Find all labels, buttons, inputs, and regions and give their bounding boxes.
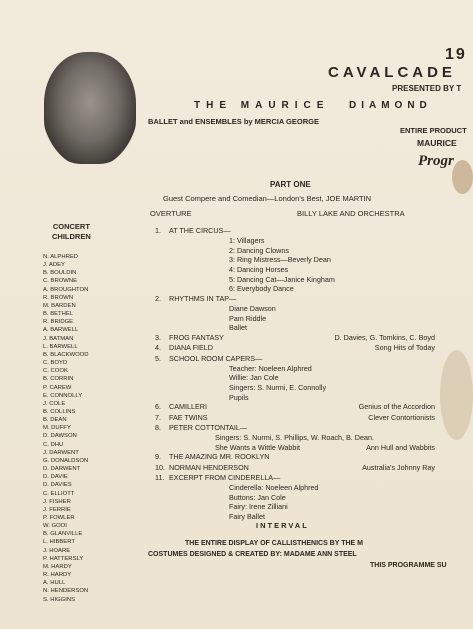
child-name: J. HOARE bbox=[43, 547, 71, 554]
item-title: SCHOOL ROOM CAPERS— bbox=[169, 353, 263, 363]
sub-item-text: 2: Dancing Clowns bbox=[229, 245, 289, 255]
child-name: M. DUFFY bbox=[43, 425, 71, 432]
child-name: N. HENDERSON bbox=[43, 588, 89, 595]
child-name: C. BOYD bbox=[43, 360, 68, 367]
cavalcade-title: CAVALCADE bbox=[328, 64, 456, 81]
programme-sub-item bbox=[155, 493, 455, 503]
child-name: G. DONALDSON bbox=[43, 457, 89, 464]
footer-line-2: COSTUMES DESIGNED & CREATED BY: MADAME ANN STEEL bbox=[148, 551, 357, 558]
child-name: D. DARWENT bbox=[43, 466, 81, 473]
sub-item-text: Buttons: Jan Cole bbox=[229, 492, 286, 502]
programme-list bbox=[155, 226, 455, 522]
programme-sub-item bbox=[155, 284, 455, 294]
sub-item-text: 4: Dancing Horses bbox=[229, 265, 289, 275]
child-name: P. HATTERSLY bbox=[43, 555, 84, 562]
child-name: B. CORRIN bbox=[43, 376, 74, 383]
child-name: B. BLACKWOOD bbox=[43, 351, 89, 358]
footer-line-1: THE ENTIRE DISPLAY OF CALLISTHENICS BY THE M bbox=[185, 540, 364, 547]
item-number: 2. bbox=[155, 293, 161, 303]
programme-item bbox=[155, 354, 455, 364]
item-performer: Clever Contortionists bbox=[368, 412, 435, 422]
child-name: B. BOULDIN bbox=[43, 270, 77, 277]
child-name: C. ELLIOTT bbox=[43, 490, 75, 497]
item-performer: D. Davies, G. Tomkins, C. Boyd bbox=[334, 332, 435, 342]
sub-item-text: Pupils bbox=[229, 392, 249, 402]
programme-heading: Progr bbox=[418, 153, 454, 169]
child-name: A. BROUGHTON bbox=[43, 286, 89, 293]
maurice-heading: THE MAURICE bbox=[194, 100, 330, 111]
child-name: E. CONNOLLY bbox=[43, 392, 83, 399]
ballet-credit: BALLET and ENSEMBLES by MERCIA GEORGE bbox=[148, 117, 319, 126]
compere-line: Guest Compere and Comedian—London's Best, JOE MARTIN bbox=[163, 194, 372, 203]
child-name: R. HARDY bbox=[43, 572, 72, 579]
programme-sub-item bbox=[155, 433, 455, 443]
child-name: J. DARWENT bbox=[43, 449, 79, 456]
item-performer: Australia's Johnny Ray bbox=[362, 462, 435, 472]
item-title: RHYTHMS IN TAP— bbox=[169, 293, 237, 303]
item-title: FROG FANTASY bbox=[169, 332, 224, 342]
child-name: M. BARDEN bbox=[43, 302, 76, 309]
sub-item-text: Ballet bbox=[229, 323, 247, 333]
child-name: M. HARDY bbox=[43, 563, 72, 570]
children-list bbox=[43, 253, 89, 604]
child-name: C. COOK bbox=[43, 368, 68, 375]
item-number: 10. bbox=[155, 462, 165, 472]
concert-children-heading-line1: CONCERT bbox=[52, 222, 90, 231]
sub-item-text: Fairy Ballet bbox=[229, 511, 265, 521]
item-number: 8. bbox=[155, 422, 161, 432]
programme-sub-item bbox=[155, 364, 455, 374]
child-name: R. BRIDGE bbox=[43, 319, 74, 326]
sub-item-text: Willie: Jan Cole bbox=[229, 373, 279, 383]
programme-sub-item bbox=[155, 393, 455, 403]
child-name: D. DAWSON bbox=[43, 433, 77, 440]
child-name: J. FERRIE bbox=[43, 506, 71, 513]
item-title: EXCERPT FROM CINDERELLA— bbox=[169, 472, 281, 482]
child-name: D. DAVIES bbox=[43, 482, 72, 489]
child-name: A. BARWELL bbox=[43, 327, 79, 334]
programme-sub-item bbox=[155, 236, 455, 246]
sub-item-text: Fairy: Irene Zilliani bbox=[229, 502, 288, 512]
sub-item-text: She Wants a Wittle Wabbit bbox=[215, 442, 300, 452]
programme-item bbox=[155, 294, 455, 304]
item-number: 7. bbox=[155, 412, 161, 422]
sub-item-text: 1: Villagers bbox=[229, 236, 265, 246]
programme-item bbox=[155, 463, 455, 473]
item-number: 5. bbox=[155, 353, 161, 363]
item-title: AT THE CIRCUS— bbox=[169, 226, 231, 235]
item-performer: Song Hits of Today bbox=[374, 343, 435, 353]
overture-performer: BILLY LAKE AND ORCHESTRA bbox=[297, 209, 405, 218]
child-name: B. COLLINS bbox=[43, 408, 76, 415]
programme-item bbox=[155, 473, 455, 483]
sub-item-text: Pam Riddle bbox=[229, 313, 267, 323]
item-performer: Genius of the Accordion bbox=[358, 402, 435, 412]
sub-item-text: Cinderella: Noeleen Alphred bbox=[229, 483, 319, 493]
interval-heading: INTERVAL bbox=[256, 521, 309, 530]
programme-sub-item bbox=[155, 314, 455, 324]
child-name: L. HIBBERT bbox=[43, 539, 75, 546]
child-name: B. BETHEL bbox=[43, 311, 74, 318]
diamond-heading: DIAMOND bbox=[349, 100, 432, 111]
programme-sub-item bbox=[155, 443, 455, 453]
entire-production-text: ENTIRE PRODUCT bbox=[400, 126, 467, 135]
child-name: P. FOWLER bbox=[43, 515, 75, 521]
child-name: J. BATMAN bbox=[43, 335, 74, 342]
item-number: 11. bbox=[155, 472, 165, 482]
programme-item bbox=[155, 423, 455, 433]
sub-item-text: 3: Ring Mistress—Beverly Dean bbox=[229, 255, 331, 265]
child-name: R. BROWN bbox=[43, 294, 74, 301]
child-name: N. ALPHRED bbox=[43, 254, 79, 260]
item-title: THE AMAZING MR. ROOKLYN bbox=[169, 452, 270, 462]
child-name: W. GOOI bbox=[43, 523, 67, 530]
programme-item bbox=[155, 452, 455, 462]
child-name: J. FISHER bbox=[43, 498, 71, 505]
concert-children-heading-line2: CHILDREN bbox=[52, 232, 91, 241]
child-name: J. COLE bbox=[43, 400, 66, 407]
child-name: P. CAREW bbox=[43, 384, 72, 391]
item-number: 1. bbox=[155, 226, 161, 235]
programme-item bbox=[155, 413, 455, 423]
programme-sub-item bbox=[155, 275, 455, 285]
item-number: 4. bbox=[155, 343, 161, 353]
overture-label: OVERTURE bbox=[150, 209, 192, 218]
sub-item-text: 6: Everybody Dance bbox=[229, 284, 294, 294]
programme-sub-item bbox=[155, 383, 455, 393]
programme-sub-item bbox=[155, 304, 455, 314]
child-name: J. ADEY bbox=[43, 262, 65, 269]
presented-by-text: PRESENTED BY T bbox=[392, 84, 462, 93]
programme-sub-item bbox=[155, 483, 455, 493]
part-one-heading: PART ONE bbox=[270, 180, 311, 189]
child-name: S. HIGGINS bbox=[43, 596, 76, 603]
sub-item-performer: Ann Hull and Wabbits bbox=[366, 442, 435, 452]
footer-line-3: THIS PROGRAMME SU bbox=[370, 562, 447, 569]
concert-children-heading bbox=[52, 222, 91, 242]
portrait-photo bbox=[44, 52, 136, 164]
programme-sub-item bbox=[155, 323, 455, 333]
child-name: B. DEAN bbox=[43, 417, 67, 424]
sub-item-text: Singers: S. Nurmi, S. Phillips, W. Roach, B. Dean. bbox=[215, 433, 374, 443]
programme-item bbox=[155, 402, 455, 412]
item-title: PETER COTTONTAIL— bbox=[169, 422, 248, 432]
child-name: A. HULL bbox=[43, 580, 66, 587]
paper-stain bbox=[452, 160, 473, 194]
sub-item-text: Teacher: Noeleen Alphred bbox=[229, 363, 312, 373]
programme-sub-item bbox=[155, 373, 455, 383]
child-name: B. GLANVILLE bbox=[43, 531, 83, 538]
programme-sub-item bbox=[155, 246, 455, 256]
child-name: C. BROWNE bbox=[43, 278, 78, 285]
sub-item-text: Singers: S. Nurmi, E. Connolly bbox=[229, 383, 327, 393]
programme-item bbox=[155, 333, 455, 343]
item-title: CAMILLERI bbox=[169, 402, 207, 412]
programme-sub-item bbox=[155, 502, 455, 512]
item-title: FAE TWINS bbox=[169, 412, 208, 422]
item-number: 3. bbox=[155, 332, 161, 342]
paper-stain bbox=[440, 350, 473, 440]
sub-item-text: Diane Dawson bbox=[229, 304, 276, 314]
item-number: 9. bbox=[155, 452, 161, 462]
child-name: D. DAVIE bbox=[43, 474, 68, 481]
year-text: 19 bbox=[445, 46, 467, 63]
item-title: NORMAN HENDERSON bbox=[169, 462, 249, 472]
item-title: DIANA FIELD bbox=[169, 343, 213, 353]
programme-sub-item bbox=[155, 255, 455, 265]
programme-item bbox=[155, 343, 455, 353]
child-name: L. BARWELL bbox=[43, 343, 78, 350]
sub-item-text: 5: Dancing Cat—Janice Kingham bbox=[229, 274, 335, 284]
child-name: C. DHU bbox=[43, 441, 64, 448]
programme-item bbox=[155, 226, 455, 236]
item-number: 6. bbox=[155, 402, 161, 412]
programme-sub-item bbox=[155, 265, 455, 275]
maurice-credit: MAURICE bbox=[417, 138, 457, 148]
